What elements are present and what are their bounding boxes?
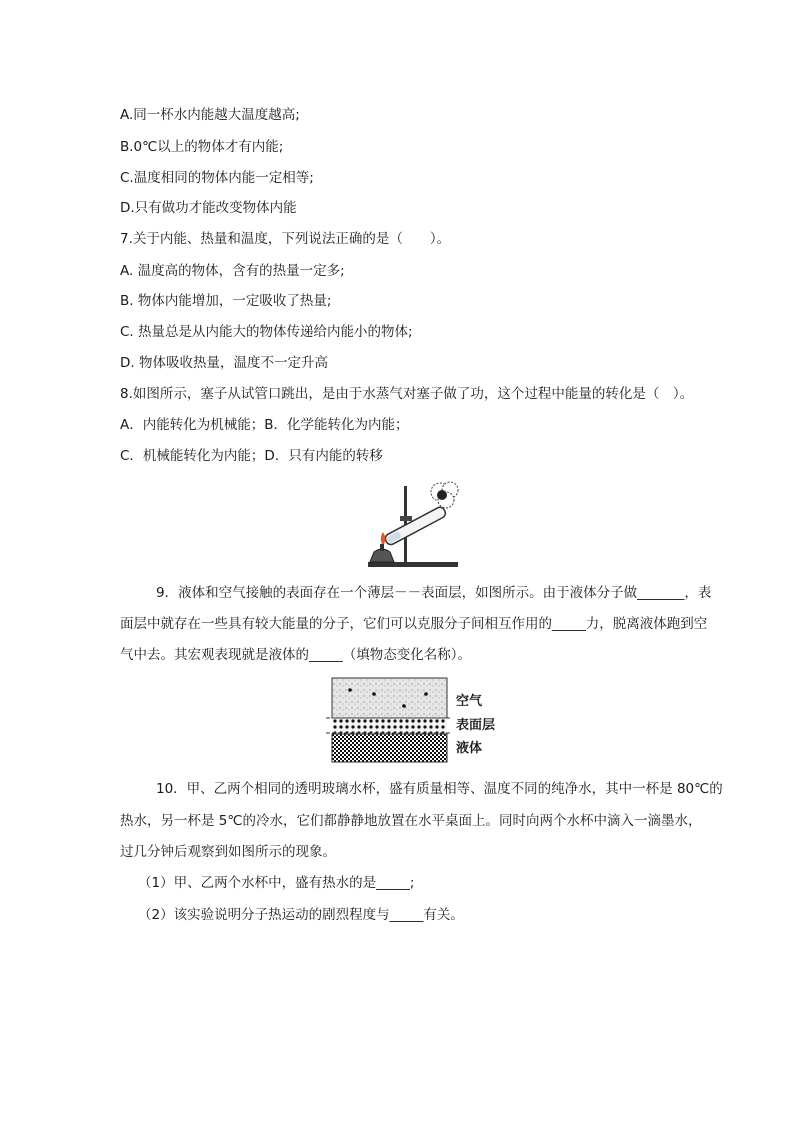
- test-tube: [384, 506, 447, 547]
- q6-option-b: B.0℃以上的物体才有内能;: [120, 139, 284, 155]
- q10-line-3: 过几分钟后观察到如图所示的现象。: [120, 844, 336, 860]
- surface-layer-figure: [326, 676, 496, 764]
- q8-stem: 8.如图所示，塞子从试管口跳出，是由于水蒸气对塞子做了功，这个过程中能量的转化是（ ）。: [120, 386, 694, 402]
- air-region: [332, 678, 447, 718]
- q9-line-3: 气中去。其宏观表现就是液体的_____（填物态变化名称）。: [120, 647, 471, 663]
- q9-line-1: 9．液体和空气接触的表面存在一个薄层－－表面层，如图所示。由于液体分子做_______，表: [156, 585, 712, 601]
- stand-base: [368, 562, 458, 567]
- q10-line-1: 10．甲、乙两个相同的透明玻璃水杯，盛有质量相等、温度不同的纯净水，其中一杯是 80℃的: [156, 781, 723, 797]
- surface-layer-region: [332, 719, 447, 733]
- liquid-region: [332, 734, 447, 762]
- q9-line-2: 面层中就存在一些具有较大能量的分子，它们可以克服分子间相互作用的_____力，脱离液体跑到空: [120, 616, 708, 632]
- q10-line-2: 热水，另一杯是 5℃的冷水，它们都静静地放置在水平桌面上。同时向两个水杯中滴入一滴墨水，: [120, 813, 702, 829]
- q6-option-a: A.同一杯水内能越大温度越高;: [120, 107, 300, 123]
- q7-option-b: B. 物体内能增加，一定吸收了热量;: [120, 293, 332, 309]
- test-tube-apparatus-figure: [360, 478, 464, 570]
- q8-options-ab: A．内能转化为机械能；B．化学能转化为内能；: [120, 417, 409, 433]
- steam-cloud: [431, 482, 458, 508]
- label-air: 空气: [456, 694, 483, 709]
- q7-option-d: D. 物体吸收热量，温度不一定升高: [120, 355, 328, 371]
- q10-sub-2: （2）该实验说明分子热运动的剧烈程度与_____有关。: [138, 907, 464, 923]
- q8-options-cd: C．机械能转化为内能；D．只有内能的转移: [120, 448, 383, 464]
- label-liquid: 液体: [456, 741, 483, 756]
- q6-option-d: D.只有做功才能改变物体内能: [120, 200, 297, 216]
- q7-option-c: C. 热量总是从内能大的物体传递给内能小的物体;: [120, 324, 413, 340]
- clamp: [400, 516, 412, 521]
- q10-sub-1: （1）甲、乙两个水杯中，盛有热水的是_____;: [138, 875, 415, 891]
- q6-option-c: C.温度相同的物体内能一定相等;: [120, 170, 314, 186]
- label-surface-layer: 表面层: [456, 718, 496, 733]
- cork: [437, 490, 447, 500]
- flame-icon: [381, 532, 386, 544]
- q7-option-a: A. 温度高的物体，含有的热量一定多;: [120, 263, 345, 279]
- q7-stem: 7.关于内能、热量和温度，下列说法正确的是（ ）。: [120, 231, 451, 247]
